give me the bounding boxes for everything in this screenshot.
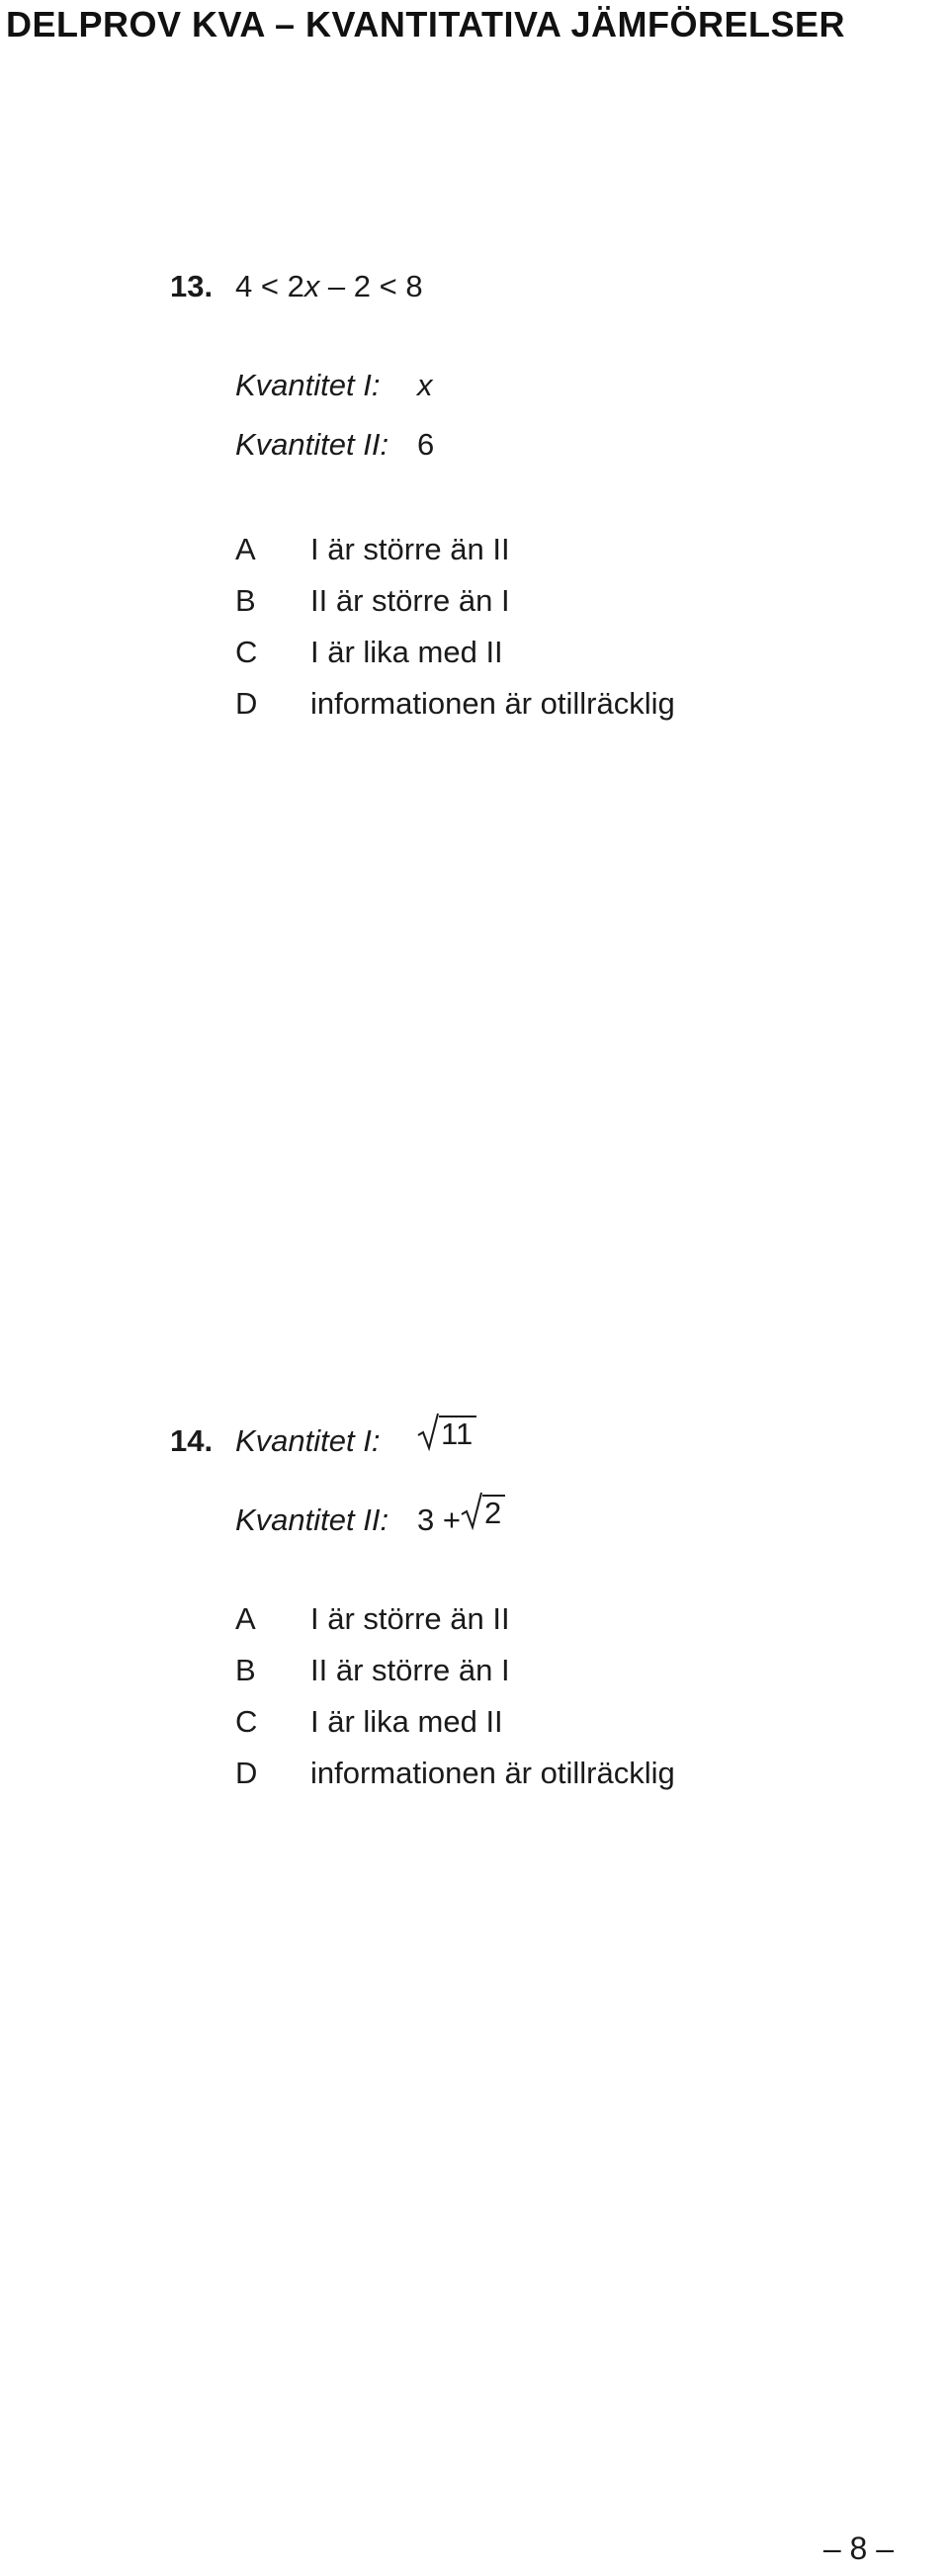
option-b[interactable]: B II är större än I: [235, 583, 510, 618]
quantity-2-label: Kvantitet II:: [235, 427, 389, 462]
question-stem: 4 < 2x – 2 < 8: [235, 269, 423, 303]
option-a[interactable]: A I är större än II: [235, 532, 510, 566]
section-header: DELPROV KVA – KVANTITATIVA JÄMFÖRELSER: [6, 4, 846, 44]
option-c[interactable]: C I är lika med II: [235, 1704, 503, 1739]
question-number: 13.: [170, 269, 214, 303]
quantity-1-value: x: [417, 368, 433, 402]
quantity-1: [235, 368, 433, 403]
option-b[interactable]: B II är större än I: [235, 1653, 510, 1687]
quantity-2: [235, 427, 434, 463]
page-number: – 8 –: [822, 2531, 894, 2566]
quantity-2: [235, 1491, 505, 1538]
quantity-1-label: Kvantitet I:: [235, 1423, 381, 1458]
radical-sign-icon: [461, 1491, 482, 1530]
question-number: 14.: [170, 1423, 214, 1458]
radical-sign-icon: [417, 1412, 439, 1451]
quantity-1-label: Kvantitet I:: [235, 368, 381, 402]
quantity-2-radicand: 2: [482, 1495, 505, 1530]
quantity-2-prefix: 3 +: [417, 1503, 461, 1537]
quantity-2-label: Kvantitet II:: [235, 1503, 389, 1537]
option-a[interactable]: A I är större än II: [235, 1601, 510, 1636]
option-c[interactable]: C I är lika med II: [235, 635, 503, 669]
sqrt-symbol: [461, 1491, 505, 1530]
option-d[interactable]: D informationen är otillräcklig: [235, 686, 675, 721]
quantity-1: [235, 1412, 476, 1459]
sqrt-symbol: [417, 1412, 476, 1451]
quantity-1-radicand: 11: [439, 1416, 476, 1451]
quantity-2-value: 6: [417, 427, 435, 462]
option-d[interactable]: D informationen är otillräcklig: [235, 1756, 675, 1790]
